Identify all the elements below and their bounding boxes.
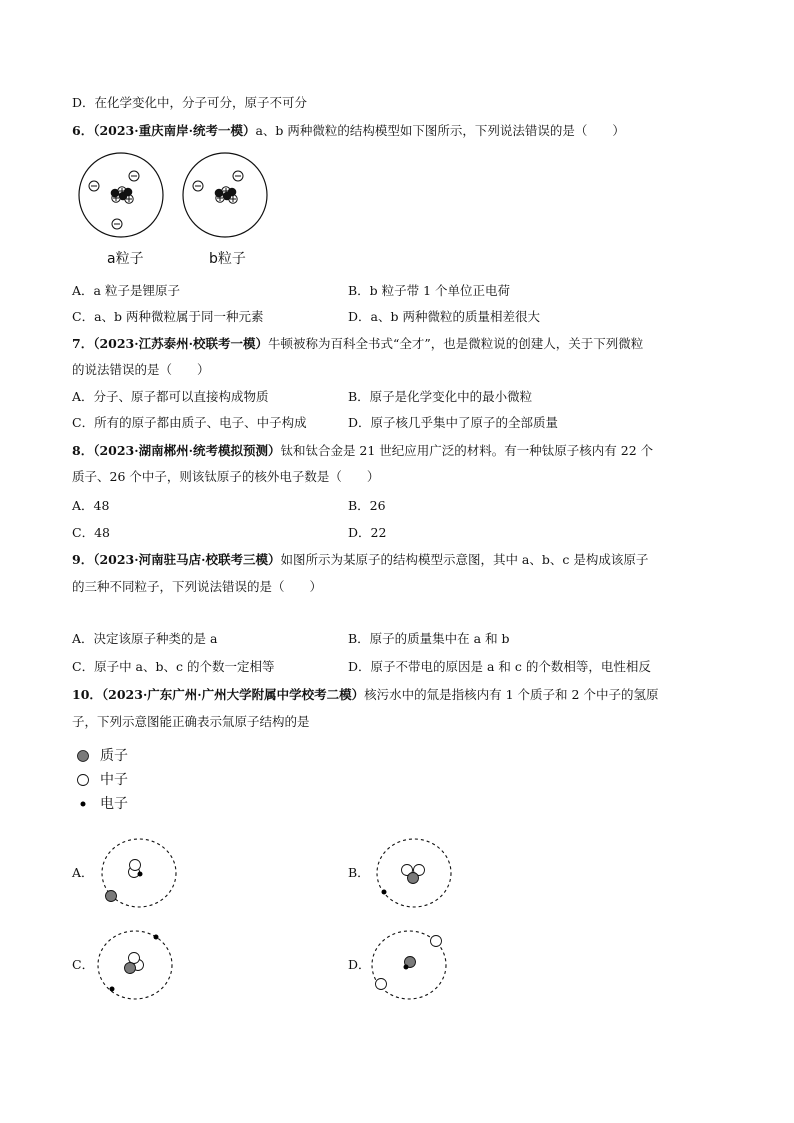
q6-option-b: B．b 粒子带 1 个单位正电荷 (348, 283, 511, 298)
q6-number: 6． (72, 123, 94, 138)
q6-stem (72, 122, 625, 140)
q9-number: 9． (72, 552, 94, 567)
q10-option-b-diagram (374, 836, 454, 910)
q9-stem-line1 (72, 551, 648, 569)
q10-option-d-letter: D． (348, 957, 371, 972)
q7-option-c: C．所有的原子都由质子、电子、中子构成 (72, 415, 307, 430)
q7-stem-line2: 的说法错误的是（ ） (72, 362, 210, 377)
legend-neutron-label: 中子 (100, 772, 128, 788)
q10-text-1: 核污水中的氚是指核内有 1 个质子和 2 个中子的氢原 (364, 687, 659, 702)
q6b-nucleus (215, 187, 237, 203)
q10-option-c-letter: C． (72, 957, 95, 972)
legend-proton-label: 质子 (100, 748, 128, 764)
q9-source: （2023·河南驻马店·校联考三模） (93, 552, 281, 567)
q7-option-b: B．原子是化学变化中的最小微粒 (348, 389, 533, 404)
q7-number: 7． (72, 336, 94, 351)
q9-text-1: 如图所示为某原子的结构模型示意图，其中 a、b、c 是构成该原子 (280, 552, 649, 567)
legend-neutron-icon (76, 773, 90, 787)
q9-option-b: B．原子的质量集中在 a 和 b (348, 631, 510, 646)
q9-option-a: A．决定该原子种类的是 a (72, 631, 218, 646)
legend-electron-icon (76, 797, 90, 811)
q9-option-d: D．原子不带电的原因是 a 和 c 的个数相等，电性相反 (348, 659, 651, 674)
q8-stem-line2: 质子、26 个中子，则该钛原子的核外电子数是（ ） (72, 469, 380, 484)
q8-option-c: C．48 (72, 525, 110, 540)
q6-label-a: a粒子 (107, 251, 144, 267)
legend-proton-icon (76, 749, 90, 763)
q6-source: （2023·重庆南岸·统考一模） (93, 123, 256, 138)
q6-text: a、b 两种微粒的结构模型如下图所示，下列说法错误的是（ ） (255, 123, 625, 138)
q6-option-d: D．a、b 两种微粒的质量相差很大 (348, 309, 540, 324)
q10-option-a-letter: A． (72, 865, 94, 880)
q7-option-a: A．分子、原子都可以直接构成物质 (72, 389, 269, 404)
q9-stem-line2: 的三种不同粒子，下列说法错误的是（ ） (72, 579, 323, 594)
q8-source: （2023·湖南郴州·统考模拟预测） (93, 443, 281, 458)
q10-option-c-diagram (95, 928, 175, 1002)
q7-text-1: 牛顿被称为百科全书式“全才”，也是微粒说的创建人，关于下列微粒 (267, 336, 644, 351)
q6-option-c: C．a、b 两种微粒属于同一种元素 (72, 309, 264, 324)
q6-label-b: b粒子 (209, 251, 246, 267)
q9-option-c: C．原子中 a、b、c 的个数一定相等 (72, 659, 275, 674)
q10-option-a-diagram (99, 836, 179, 910)
q6-particle-a-diagram (78, 152, 168, 242)
q10-option-b-letter: B． (348, 865, 370, 880)
q8-text-1: 钛和钛合金是 21 世纪应用广泛的材料。有一种钛原子核内有 22 个 (280, 443, 654, 458)
q8-stem-line1 (72, 442, 653, 460)
q7-stem-line1 (72, 335, 643, 353)
q8-option-b: B．26 (348, 498, 386, 513)
q6-option-a: A．a 粒子是锂原子 (72, 283, 180, 298)
q10-number: 10． (72, 687, 102, 702)
q8-option-d: D．22 (348, 525, 387, 540)
q7-option-d: D．原子核几乎集中了原子的全部质量 (348, 415, 559, 430)
q10-stem-line1 (72, 686, 658, 704)
q6b-electrons (193, 171, 243, 191)
q10-option-d-diagram (369, 928, 449, 1002)
q8-option-a: A．48 (72, 498, 110, 513)
q6-particle-b-diagram (182, 152, 272, 242)
q5-option-d: D．在化学变化中，分子可分，原子不可分 (72, 95, 308, 110)
q10-stem-line2: 子，下列示意图能正确表示氚原子结构的是 (72, 714, 310, 729)
q8-number: 8． (72, 443, 94, 458)
legend-electron-label: 电子 (100, 796, 128, 812)
q10-source: （2023·广东广州·广州大学附属中学校考二模） (101, 687, 365, 702)
q6a-nucleus (111, 187, 133, 203)
q7-source: （2023·江苏泰州·校联考一模） (93, 336, 268, 351)
